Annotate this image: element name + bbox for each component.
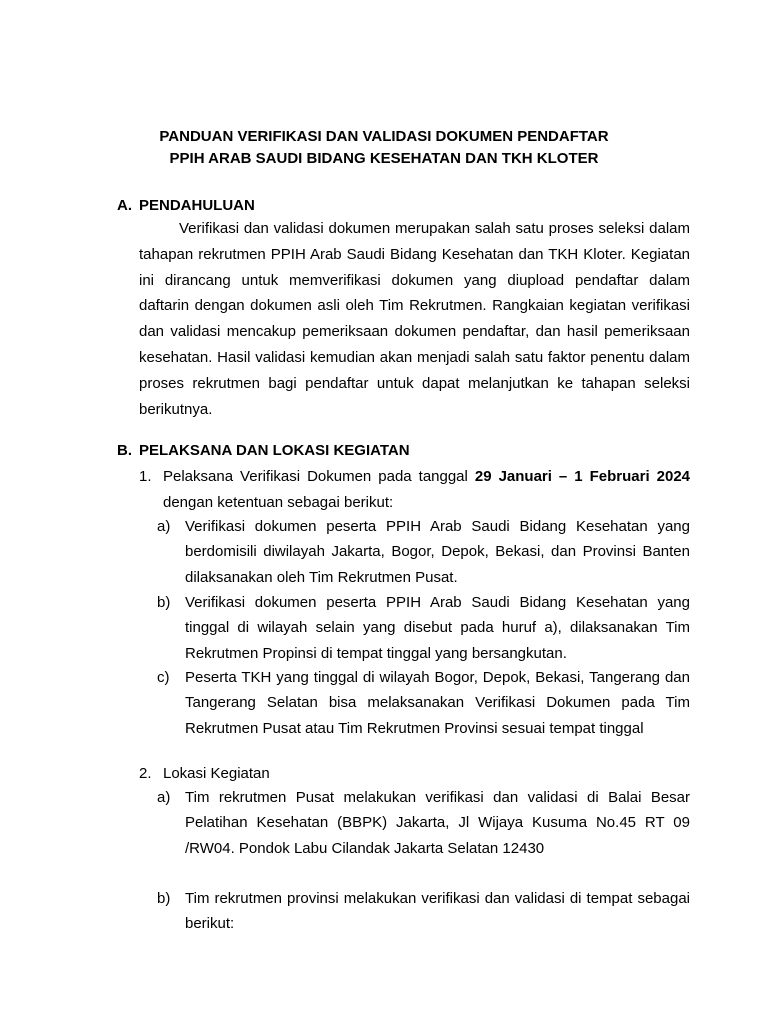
list-item-2-number: 2. xyxy=(139,765,152,782)
sub-item-1b-text: Verifikasi dokumen peserta PPIH Arab Saudi Bidang Kesehatan yang tinggal di wilayah selain yang disebut pada huruf a), dilaksanakan Tim Rekrutmen Propinsi di tempat tinggal yang bersangkutan. xyxy=(185,594,690,662)
sub-item-2b-marker: b) xyxy=(157,890,171,907)
section-a-paragraph xyxy=(139,216,690,422)
title-line-1: PANDUAN VERIFIKASI DAN VALIDASI DOKUMEN PENDAFTAR xyxy=(159,128,609,145)
list-item-1-text xyxy=(163,464,690,515)
section-b-heading xyxy=(117,440,410,462)
sub-item-1c xyxy=(157,665,690,741)
section-a-paragraph-text: Verifikasi dan validasi dokumen merupakan salah satu proses seleksi dalam tahapan rekrutmen PPIH Arab Saudi Bidang Kesehatan dan TKH Kloter. Kegiatan ini dirancang untuk memverifikasi dokumen yang diupload pendaftar dalam daftarin dengan dokumen asli oleh Tim Rekrutmen. Rangkaian kegiatan verifikasi dan validasi mencakup pemeriksaan dokumen pendaftar, dan hasil pemeriksaan kesehatan. Hasil validasi kemudian akan menjadi salah satu faktor penentu dalam proses rekrutmen bagi pendaftar untuk dapat melanjutkan ke tahapan seleksi berikutnya. xyxy=(139,220,690,418)
sub-item-1a-marker: a) xyxy=(157,518,171,535)
sub-item-2a xyxy=(157,785,690,861)
section-a-title: PENDAHULUAN xyxy=(139,197,255,214)
sub-item-1b-marker: b) xyxy=(157,594,171,611)
list-item-1-text-after: dengan ketentuan sebagai berikut: xyxy=(163,493,394,511)
section-a-heading xyxy=(117,195,255,217)
list-item-1-text-before: Pelaksana Verifikasi Dokumen pada tanggal xyxy=(163,468,475,485)
sub-item-2b xyxy=(157,886,690,937)
sub-item-2b-text: Tim rekrutmen provinsi melakukan verifikasi dan validasi di tempat sebagai berikut: xyxy=(185,890,690,933)
list-item-2 xyxy=(139,761,690,787)
list-item-1-date: 29 Januari – 1 Februari 2024 xyxy=(474,468,691,485)
document-title xyxy=(0,126,768,170)
title-line-2: PPIH ARAB SAUDI BIDANG KESEHATAN DAN TKH KLOTER xyxy=(169,150,599,167)
sub-item-2a-text: Tim rekrutmen Pusat melakukan verifikasi dan validasi di Balai Besar Pelatihan Kesehatan (BBPK) Jakarta, Jl Wijaya Kusuma No.45 RT 09 /RW04. Pondok Labu Cilandak Jakarta Selatan 12430 xyxy=(185,789,690,857)
section-b-letter: B. xyxy=(117,442,132,459)
list-item-1 xyxy=(139,464,690,515)
sub-item-1b xyxy=(157,590,690,666)
section-a-letter: A. xyxy=(117,197,132,214)
section-b-title: PELAKSANA DAN LOKASI KEGIATAN xyxy=(139,442,410,459)
sub-item-2a-marker: a) xyxy=(157,789,171,806)
sub-item-1a xyxy=(157,514,690,590)
list-item-2-text: Lokasi Kegiatan xyxy=(163,765,270,782)
sub-item-1c-marker: c) xyxy=(157,669,170,686)
sub-item-1c-text: Peserta TKH yang tinggal di wilayah Bogor, Depok, Bekasi, Tangerang dan Tangerang Selatan bisa melaksanakan Verifikasi Dokumen pada Tim Rekrutmen Pusat atau Tim Rekrutmen Provinsi sesuai tempat tinggal xyxy=(185,669,690,737)
list-item-1-number: 1. xyxy=(139,468,152,485)
sub-item-1a-text: Verifikasi dokumen peserta PPIH Arab Saudi Bidang Kesehatan yang berdomisili diwilayah Jakarta, Bogor, Depok, Bekasi, dan Provinsi Banten dilaksanakan oleh Tim Rekrutmen Pusat. xyxy=(185,518,690,586)
